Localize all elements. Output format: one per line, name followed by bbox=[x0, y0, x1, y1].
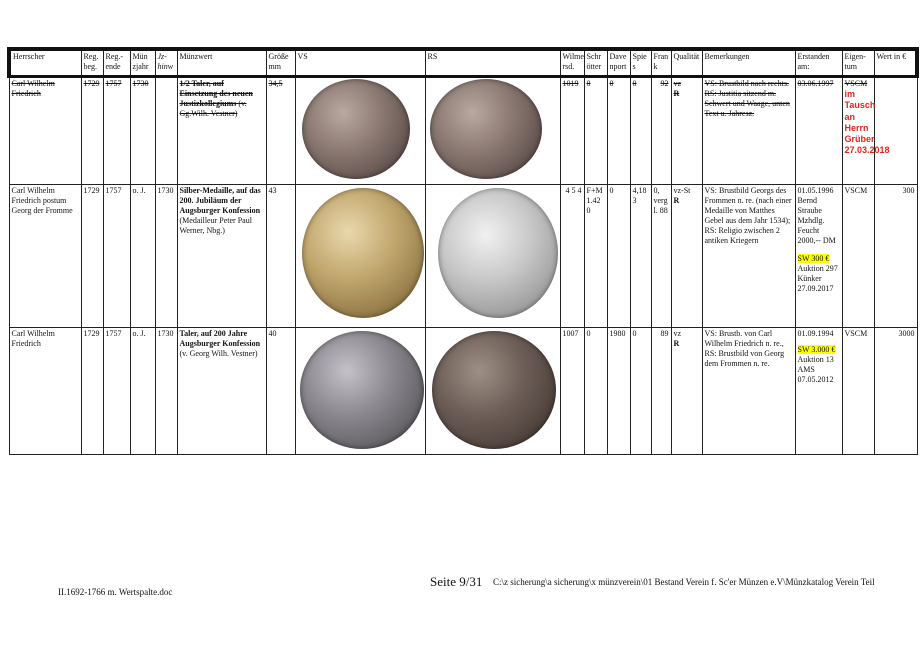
cell-muenzjahr: o. J. bbox=[130, 185, 155, 328]
qualitaet-rarity: R bbox=[673, 196, 680, 205]
cell-reg-beg: 1729 bbox=[81, 185, 103, 328]
erstanden-date: 01.09.1994 bbox=[797, 329, 834, 338]
cell-rs bbox=[425, 328, 560, 455]
cell-schroetter: 0 bbox=[584, 77, 607, 185]
qualitaet-rarity: R bbox=[673, 339, 680, 348]
erstanden-highlight: SW 300 € bbox=[797, 254, 830, 263]
cell-davenport: 1980 bbox=[607, 328, 630, 455]
muenzwert-title: Taler, auf 200 Jahre Augsburger Konfession bbox=[179, 329, 261, 348]
cell-eigentum bbox=[842, 77, 890, 185]
muenzwert-detail: (v. Gg.Wilh. Vestner) bbox=[179, 99, 247, 118]
cell-davenport: 0 bbox=[607, 77, 630, 185]
col-eigentum: Eigen- tum bbox=[842, 49, 874, 77]
table-row bbox=[9, 328, 917, 455]
erstanden-date: 01.05.1996 Bernd Straube Mzhdlg. Feucht 2000,-- DM bbox=[797, 186, 836, 245]
cell-vs bbox=[295, 185, 425, 328]
cell-erstanden: 03.06.1997 bbox=[795, 77, 842, 185]
eigentum-exchange-note: im Tausch an Herrn Grüber 27.03.2018 bbox=[844, 89, 890, 156]
cell-herrscher: Carl Wilhelm Friedrich postum Georg der Fromme bbox=[9, 185, 81, 328]
col-vs: VS bbox=[295, 49, 425, 77]
cell-frank: 89 bbox=[651, 328, 671, 455]
coin-catalog-table bbox=[7, 47, 919, 455]
cell-qualitaet bbox=[671, 77, 702, 185]
col-spies: Spie s bbox=[630, 49, 651, 77]
coin-obverse-image bbox=[300, 331, 424, 449]
cell-wert: 300 bbox=[874, 185, 917, 328]
col-davenport: Dave nport bbox=[607, 49, 630, 77]
qualitaet-grade: vz-St bbox=[673, 186, 691, 195]
cell-reg-ende: 1757 bbox=[103, 185, 130, 328]
cell-herrscher: Carl Wilhelm Friedrich bbox=[9, 328, 81, 455]
file-name: II.1692-1766 m. Wertspalte.doc bbox=[58, 587, 173, 597]
cell-jz-hinw bbox=[155, 77, 177, 185]
col-reg-beg: Reg. beg. bbox=[81, 49, 103, 77]
cell-groesse: 34,5 bbox=[266, 77, 295, 185]
cell-erstanden bbox=[795, 328, 842, 455]
col-qualitaet: Qualität bbox=[671, 49, 702, 77]
cell-wert bbox=[874, 77, 917, 185]
cell-jz-hinw: 1730 bbox=[155, 185, 177, 328]
muenzwert-detail: (Medailleur Peter Paul Werner, Nbg.) bbox=[179, 216, 252, 235]
cell-bemerkungen: VS: Brustbild Georgs des Frommen n. re. (nach einer Medaille von Matthes Gebel aus dem Jahr 1534); RS: Religio zwischen 2 antiken Kriegern bbox=[702, 185, 795, 328]
col-muenzwert: Münzwert bbox=[177, 49, 266, 77]
cell-wilmersd: 4 5 4 bbox=[560, 185, 584, 328]
cell-reg-ende: 1757 bbox=[103, 328, 130, 455]
cell-muenzwert bbox=[177, 185, 266, 328]
cell-groesse: 43 bbox=[266, 185, 295, 328]
col-frank: Fran k bbox=[651, 49, 671, 77]
cell-muenzjahr: o. J. bbox=[130, 328, 155, 455]
cell-spies: 0 bbox=[630, 77, 651, 185]
erstanden-auction: Auktion 297 Künker 27.09.2017 bbox=[797, 264, 838, 293]
col-jz-hinw: Jz- hinw bbox=[155, 49, 177, 77]
cell-wert: 3000 bbox=[874, 328, 917, 455]
col-bemerkungen: Bemerkungen bbox=[702, 49, 795, 77]
cell-frank: 0, verg l. 88 bbox=[651, 185, 671, 328]
muenzwert-detail: (v. Georg Wilh. Vestner) bbox=[179, 349, 258, 358]
erstanden-auction: Auktion 13 AMS 07.05.2012 bbox=[797, 355, 834, 384]
qualitaet-rarity: R bbox=[673, 89, 680, 98]
col-rs: RS bbox=[425, 49, 560, 77]
cell-spies: 4,18 3 bbox=[630, 185, 651, 328]
cell-bemerkungen: VS: Brustbild nach rechts. RS: Justitia sitzend m. Schwert und Waage, unten Text u. Jahresz. bbox=[702, 77, 795, 185]
col-muenzjahr: Mün zjahr bbox=[130, 49, 155, 77]
cell-muenzwert bbox=[177, 77, 266, 185]
cell-groesse: 40 bbox=[266, 328, 295, 455]
cell-wilmersd: 1019 bbox=[560, 77, 584, 185]
cell-muenzwert bbox=[177, 328, 266, 455]
cell-spies: 0 bbox=[630, 328, 651, 455]
cell-qualitaet bbox=[671, 185, 702, 328]
cell-eigentum: VSCM bbox=[842, 328, 874, 455]
col-herrscher: Herrscher bbox=[9, 49, 81, 77]
col-wert: Wert in € bbox=[874, 49, 917, 77]
cell-reg-beg: 1729 bbox=[81, 328, 103, 455]
cell-muenzjahr: 1730 bbox=[130, 77, 155, 185]
cell-reg-beg: 1729 bbox=[81, 77, 103, 185]
cell-reg-ende: 1757 bbox=[103, 77, 130, 185]
cell-bemerkungen: VS: Brustb. von Carl Wilhelm Friedrich n. re., RS: Brustbild von Georg dem Frommen n. re. bbox=[702, 328, 795, 455]
cell-davenport: 0 bbox=[607, 185, 630, 328]
cell-eigentum: VSCM bbox=[842, 185, 874, 328]
cell-herrscher: Carl Wilhelm Friedrich bbox=[9, 77, 81, 185]
cell-vs bbox=[295, 77, 425, 185]
cell-rs bbox=[425, 77, 560, 185]
erstanden-highlight: SW 3.000 € bbox=[797, 345, 836, 354]
cell-wilmersd: 1007 bbox=[560, 328, 584, 455]
col-wilmersd: Wilme rsd. bbox=[560, 49, 584, 77]
cell-erstanden bbox=[795, 185, 842, 328]
muenzwert-title: 1/2 Taler, auf Einsetzung des neuen Justizkollegiums bbox=[179, 79, 253, 108]
cell-schroetter: F+M 1.42 0 bbox=[584, 185, 607, 328]
table-row bbox=[9, 185, 917, 328]
cell-qualitaet bbox=[671, 328, 702, 455]
col-schroetter: Schr ötter bbox=[584, 49, 607, 77]
cell-rs bbox=[425, 185, 560, 328]
table-row bbox=[9, 77, 917, 185]
muenzwert-title: Silber-Medaille, auf das 200. Jubiläum der Augsburger Konfession bbox=[179, 186, 261, 215]
col-erstanden: Erstanden am: bbox=[795, 49, 842, 77]
cell-jz-hinw: 1730 bbox=[155, 328, 177, 455]
coin-obverse-image bbox=[302, 79, 410, 179]
qualitaet-grade: vz bbox=[673, 79, 682, 88]
coin-obverse-image bbox=[302, 188, 424, 318]
cell-frank: 92 bbox=[651, 77, 671, 185]
page-number: Seite 9/31 bbox=[430, 574, 483, 589]
cell-schroetter: 0 bbox=[584, 328, 607, 455]
eigentum-owner: VSCM bbox=[844, 79, 868, 88]
coin-reverse-image bbox=[432, 331, 556, 449]
header-row bbox=[9, 49, 917, 77]
col-reg-ende: Reg.- ende bbox=[103, 49, 130, 77]
coin-reverse-image bbox=[430, 79, 542, 179]
col-groesse: Größe mm bbox=[266, 49, 295, 77]
file-path: C:\z sicherung\a sicherung\x münzverein\01 Bestand Verein f. Sc'er Münzen e.V\Münzkatalog Verein Teil bbox=[493, 577, 875, 587]
cell-vs bbox=[295, 328, 425, 455]
qualitaet-grade: vz bbox=[673, 329, 682, 338]
coin-reverse-image bbox=[438, 188, 558, 318]
